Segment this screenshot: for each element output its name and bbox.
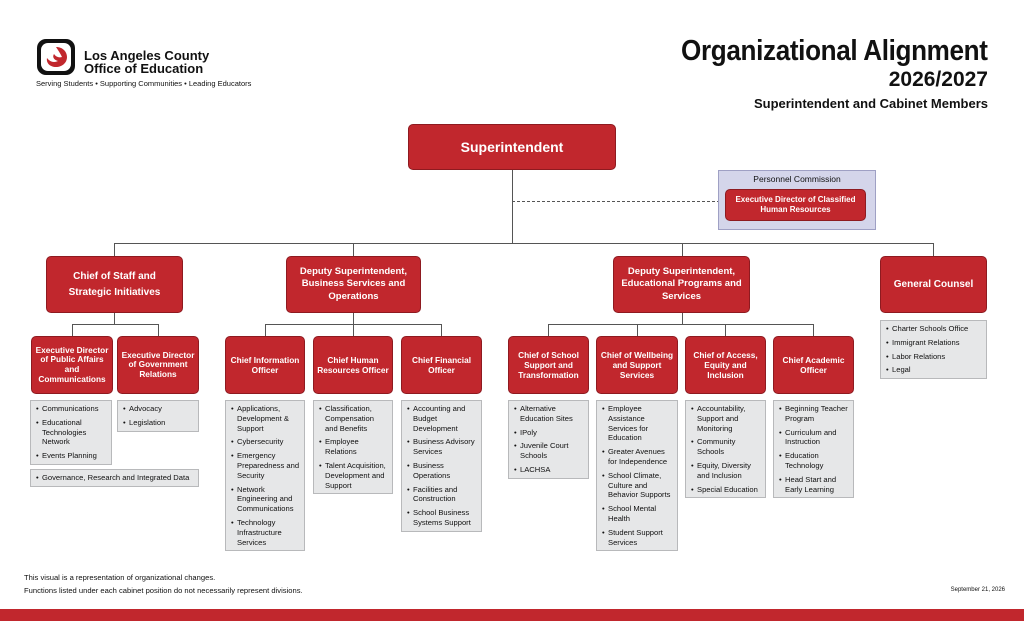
function-item xyxy=(231,451,300,480)
bullet-icon: • xyxy=(231,437,234,447)
function-item-label: Educational Technologies Network xyxy=(42,417,87,447)
function-item xyxy=(319,404,388,433)
school-support-functions-list xyxy=(508,400,589,479)
connector-line xyxy=(725,324,726,336)
function-item xyxy=(779,451,849,471)
academic-functions-list xyxy=(773,400,854,498)
bullet-icon: • xyxy=(779,427,782,437)
connector-line xyxy=(682,313,683,324)
chief-human-resources-officer-box: Chief Human Resources Officer xyxy=(313,336,393,394)
staff-shared-functions-list xyxy=(30,469,199,487)
function-item xyxy=(407,461,477,481)
function-item-label: Greater Avenues for Independence xyxy=(608,447,668,466)
connector-line xyxy=(353,324,354,336)
function-item xyxy=(407,404,477,433)
connector-line xyxy=(114,313,115,324)
footer-band xyxy=(0,609,1024,621)
function-item-label: Curriculum and Instruction xyxy=(785,427,837,447)
function-item xyxy=(691,485,761,495)
function-item xyxy=(36,451,107,461)
function-item xyxy=(602,528,673,548)
bullet-icon: • xyxy=(691,404,694,413)
function-item xyxy=(231,437,300,447)
function-item xyxy=(231,485,300,514)
chief-school-support-box: Chief of School Support and Transformation xyxy=(508,336,589,394)
bullet-icon: • xyxy=(886,365,889,375)
general-counsel-box: General Counsel xyxy=(880,256,987,313)
function-item-label: School Mental Health xyxy=(608,504,657,523)
footer-note: Functions listed under each cabinet position do not necessarily represent divisions. xyxy=(24,586,303,595)
bullet-icon: • xyxy=(407,460,410,470)
function-item xyxy=(886,324,982,334)
wellbeing-functions-list xyxy=(596,400,678,551)
bullet-icon: • xyxy=(231,517,234,527)
exec-director-classified-hr-box: Executive Director of Classified Human Resources xyxy=(725,189,866,221)
connector-line xyxy=(72,324,73,336)
function-item-label: School Business Systems Support xyxy=(413,508,471,527)
exec-director-government-relations-box: Executive Director of Government Relations xyxy=(117,336,199,394)
bullet-icon: • xyxy=(319,460,322,470)
function-item-label: Special Education xyxy=(697,484,758,494)
function-item-label: LACHSA xyxy=(520,464,551,474)
public-affairs-functions-list xyxy=(30,400,112,465)
chief-access-equity-box: Chief of Access, Equity and Inclusion xyxy=(685,336,766,394)
function-item-label: Legal xyxy=(892,365,911,375)
bullet-icon: • xyxy=(514,404,517,413)
function-item xyxy=(779,475,849,495)
function-item xyxy=(691,404,761,433)
function-item xyxy=(886,352,982,362)
function-item-label: Beginning Teacher Program xyxy=(785,404,848,423)
bullet-icon: • xyxy=(407,437,410,447)
cfo-functions-list xyxy=(401,400,482,532)
function-item xyxy=(123,418,194,428)
function-item xyxy=(36,418,107,447)
function-item-label: Charter Schools Office xyxy=(892,324,969,333)
bullet-icon: • xyxy=(691,484,694,494)
function-item xyxy=(319,437,388,457)
function-item xyxy=(691,461,761,481)
superintendent-box: Superintendent xyxy=(408,124,616,170)
function-item xyxy=(886,365,982,375)
deputy-business-services-box: Deputy Superintendent, Business Services and Operations xyxy=(286,256,421,313)
connector-line xyxy=(441,324,442,336)
function-item xyxy=(231,518,300,547)
lacoe-logo-icon xyxy=(36,38,76,76)
function-item-label: Talent Acquisition, Development and Support xyxy=(325,460,386,490)
function-item xyxy=(602,471,673,500)
function-item-label: Community Schools xyxy=(697,437,736,457)
function-item xyxy=(514,441,584,461)
personnel-commission-label: Personnel Commission xyxy=(753,174,841,184)
bullet-icon: • xyxy=(514,441,517,451)
cio-functions-list xyxy=(225,400,305,551)
function-item-label: Equity, Diversity and Inclusion xyxy=(697,460,751,480)
chief-academic-officer-box: Chief Academic Officer xyxy=(773,336,854,394)
function-item-label: Immigrant Relations xyxy=(892,337,960,347)
connector-line xyxy=(114,243,115,256)
bullet-icon: • xyxy=(123,417,126,427)
bullet-icon: • xyxy=(123,404,126,413)
connector-line xyxy=(512,201,725,202)
bullet-icon: • xyxy=(231,451,234,461)
bullet-icon: • xyxy=(779,474,782,484)
bullet-icon: • xyxy=(36,451,39,461)
deputy-educational-programs-box: Deputy Superintendent, Educational Programs and Services xyxy=(613,256,750,313)
bullet-icon: • xyxy=(691,437,694,447)
org-tagline: Serving Students • Supporting Communities • Leading Educators xyxy=(36,79,252,88)
page-subtitle: Superintendent and Cabinet Members xyxy=(753,96,988,111)
connector-line xyxy=(512,170,513,243)
function-item-label: Employee Assistance Services for Education xyxy=(608,404,649,443)
bullet-icon: • xyxy=(319,437,322,447)
function-item-label: Business Advisory Services xyxy=(413,437,475,457)
function-item-label: Facilities and Construction xyxy=(413,484,458,504)
function-item xyxy=(36,404,107,414)
general-counsel-functions-list xyxy=(880,320,987,379)
chro-functions-list xyxy=(313,400,393,494)
chief-financial-officer-box: Chief Financial Officer xyxy=(401,336,482,394)
function-item xyxy=(514,465,584,475)
function-item-label: Emergency Preparedness and Security xyxy=(237,451,300,480)
function-item-label: Communications xyxy=(42,404,99,413)
bullet-icon: • xyxy=(36,404,39,413)
bullet-icon: • xyxy=(514,427,517,437)
function-item xyxy=(779,428,849,448)
function-item-label: Accounting and Budget Development xyxy=(413,404,466,433)
bullet-icon: • xyxy=(231,484,234,494)
bullet-icon: • xyxy=(602,504,605,514)
connector-line xyxy=(813,324,814,336)
function-item xyxy=(602,447,673,467)
function-item-label: Technology Infrastructure Services xyxy=(237,517,282,547)
bullet-icon: • xyxy=(886,337,889,347)
bullet-icon: • xyxy=(602,404,605,413)
function-item xyxy=(886,338,982,348)
bullet-icon: • xyxy=(602,470,605,480)
function-item-label: Cybersecurity xyxy=(237,437,284,447)
bullet-icon: • xyxy=(779,451,782,461)
function-item xyxy=(691,437,761,457)
page-year: 2026/2027 xyxy=(888,68,988,91)
function-item-label: Applications, Development & Support xyxy=(237,404,289,433)
function-item xyxy=(407,508,477,528)
function-item-label: Education Technology xyxy=(785,451,824,470)
function-item xyxy=(779,404,849,424)
function-item xyxy=(319,461,388,490)
org-name-line2: Office of Education xyxy=(84,61,204,76)
bullet-icon: • xyxy=(602,527,605,537)
function-item-label: Network Engineering and Communications xyxy=(237,484,294,514)
connector-line xyxy=(548,324,814,325)
bullet-icon: • xyxy=(36,417,39,427)
bullet-icon: • xyxy=(36,473,39,482)
function-item xyxy=(407,437,477,457)
bullet-icon: • xyxy=(886,351,889,361)
function-item xyxy=(602,504,673,524)
function-item-label: Alternative Education Sites xyxy=(520,404,573,423)
bullet-icon: • xyxy=(691,460,694,470)
connector-line xyxy=(353,313,354,324)
bullet-icon: • xyxy=(407,484,410,494)
function-item xyxy=(514,404,584,424)
function-item-label: Classification, Compensation and Benefits xyxy=(325,404,374,433)
page-title: Organizational Alignment xyxy=(681,35,988,67)
connector-line xyxy=(114,243,934,244)
connector-line xyxy=(353,243,354,256)
connector-line xyxy=(682,243,683,256)
bullet-icon: • xyxy=(319,404,322,413)
org-name-line1: Los Angeles County xyxy=(84,48,210,63)
function-item xyxy=(514,428,584,438)
bullet-icon: • xyxy=(886,324,889,333)
connector-line xyxy=(933,243,934,256)
function-item-label: Events Planning xyxy=(42,451,97,461)
chief-wellbeing-box: Chief of Wellbeing and Support Services xyxy=(596,336,678,394)
footer-date: September 21, 2026 xyxy=(950,587,1005,593)
connector-line xyxy=(548,324,549,336)
function-item-label: Accountability, Support and Monitoring xyxy=(697,404,746,433)
function-item-label: Legislation xyxy=(129,417,166,427)
function-item-label: Labor Relations xyxy=(892,351,946,361)
bullet-icon: • xyxy=(514,464,517,474)
connector-line xyxy=(265,324,266,336)
function-item xyxy=(407,485,477,505)
function-item xyxy=(123,404,194,414)
bullet-icon: • xyxy=(602,447,605,457)
function-item-label: Employee Relations xyxy=(325,437,359,457)
function-item-label: Business Operations xyxy=(413,460,451,480)
chief-of-staff-box: Chief of Staff and Strategic Initiatives xyxy=(46,256,183,313)
bullet-icon: • xyxy=(231,404,234,413)
function-item-label: Advocacy xyxy=(129,404,162,413)
connector-line xyxy=(637,324,638,336)
function-item xyxy=(36,473,194,483)
chief-information-officer-box: Chief Information Officer xyxy=(225,336,305,394)
government-relations-functions-list xyxy=(117,400,199,432)
function-item xyxy=(231,404,300,433)
function-item-label: Juvenile Court Schools xyxy=(520,441,569,461)
connector-line xyxy=(158,324,159,336)
function-item xyxy=(602,404,673,443)
function-item-label: IPoly xyxy=(520,427,537,437)
bullet-icon: • xyxy=(779,404,782,413)
function-item-label: Student Support Services xyxy=(608,527,663,547)
function-item-label: Head Start and Early Learning xyxy=(785,474,837,494)
bullet-icon: • xyxy=(407,404,410,413)
connector-line xyxy=(72,324,158,325)
access-equity-functions-list xyxy=(685,400,766,498)
exec-director-public-affairs-box: Executive Director of Public Affairs and Communications xyxy=(31,336,113,394)
function-item-label: School Climate, Culture and Behavior Supports xyxy=(608,470,671,500)
bullet-icon: • xyxy=(407,508,410,518)
footer-note: This visual is a representation of organizational changes. xyxy=(24,573,216,582)
function-item-label: Governance, Research and Integrated Data xyxy=(42,473,190,482)
